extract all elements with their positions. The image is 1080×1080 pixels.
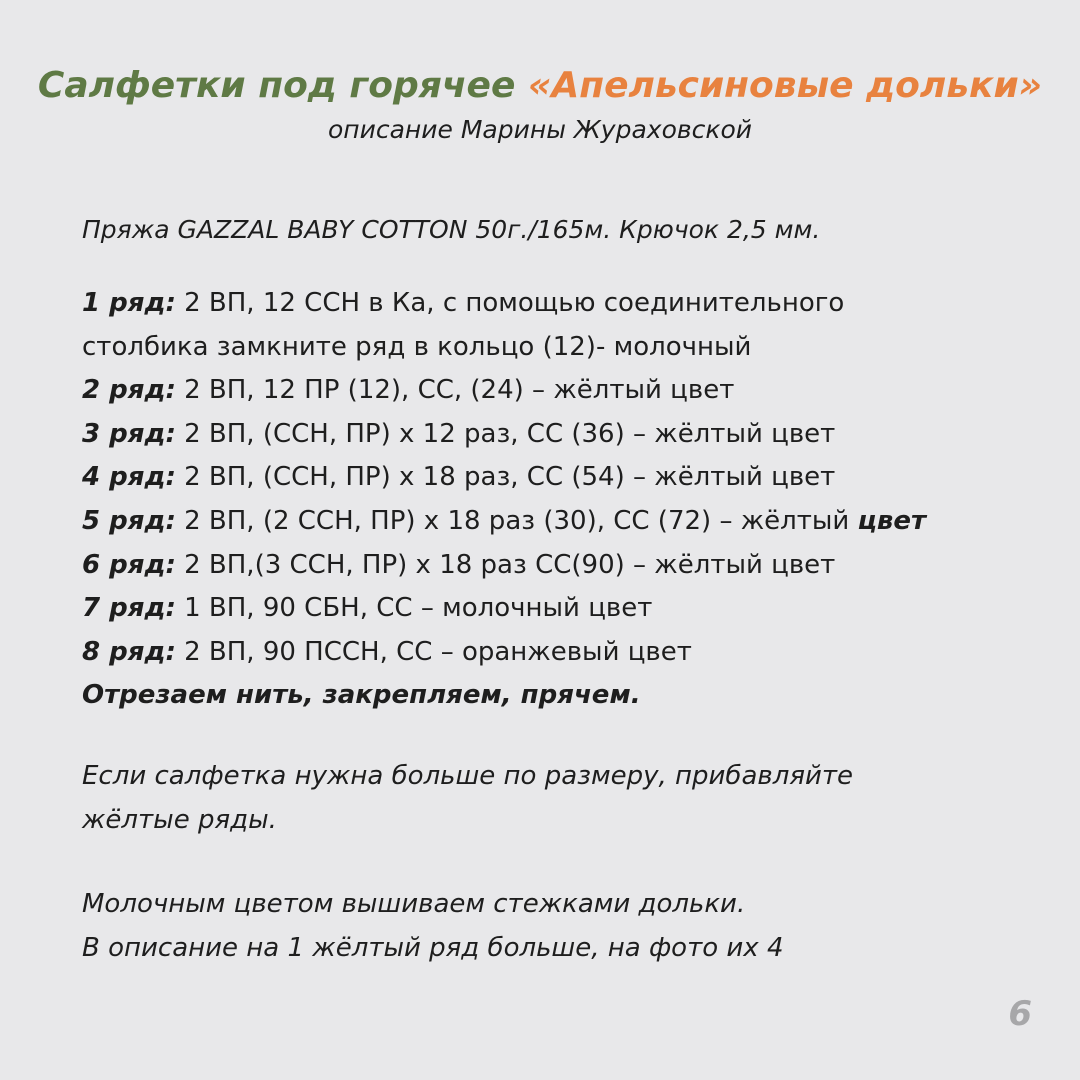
row-4 [82,456,1072,500]
row-text: 2 ВП, (ССН, ПР) х 18 раз, СС (54) – жёлтый цвет [175,462,836,493]
row-label: 1 ряд: [82,288,176,318]
row-label: 7 ряд: [82,593,176,624]
yarn-line: Пряжа GAZZAL BABY COTTON 50г./165м. Крючок 2,5 мм. [82,215,821,244]
row-text: 2 ВП, 12 ССН в Ка, с помощью соединительного [175,288,845,318]
title-part-orange: «Апельсиновые дольки» [527,65,1043,106]
row-6 [82,544,1072,588]
row-text-bold: цвет [857,505,927,536]
row-1 [82,282,1072,326]
size-note [82,754,1072,842]
row-label: 3 ряд: [82,418,176,449]
row-5 [82,500,1072,544]
final-instruction: Отрезаем нить, закрепляем, прячем. [82,680,641,711]
size-note-line: Если салфетка нужна больше по размеру, прибавляйте [82,760,854,791]
title-part-green: Салфетки под горячее [37,65,516,106]
row-text: 2 ВП, (ССН, ПР) х 12 раз, СС (36) – жёлтый цвет [175,418,836,449]
row-text: 2 ВП, 90 ПССН, СС – оранжевый цвет [175,636,692,667]
page-number: 6 [1008,994,1032,1034]
row-text: 1 ВП, 90 СБН, СС – молочный цвет [175,593,653,624]
embroidery-note [82,882,1072,970]
embroidery-note-line: Молочным цветом вышиваем стежками дольки. [82,888,746,919]
row-label: 8 ряд: [82,636,176,667]
row-1-continued [82,326,1072,370]
row-label: 2 ряд: [82,375,176,406]
row-7 [82,587,1072,631]
row-text: 2 ВП, 12 ПР (12), СС, (24) – жёлтый цвет [175,375,735,406]
row-8 [82,631,1072,675]
size-note-line: жёлтые ряды. [82,804,277,835]
row-text: 2 ВП,(3 ССН, ПР) х 18 раз СС(90) – жёлтый цвет [175,549,836,580]
page-subtitle: описание Марины Жураховской [327,115,753,144]
row-label: 5 ряд: [82,505,176,536]
page-title [0,62,1080,110]
embroidery-note-line: В описание на 1 жёлтый ряд больше, на фото их 4 [82,932,784,963]
row-label: 4 ряд: [82,462,176,493]
rows-list [82,282,1072,718]
row-2 [82,369,1072,413]
instructions-body [82,208,1072,970]
row-3 [82,413,1072,457]
row-text: 2 ВП, (2 ССН, ПР) х 18 раз (30), СС (72) – жёлтый [175,505,858,536]
row-text: столбика замкните ряд в кольцо (12)- молочный [82,331,752,362]
row-label: 6 ряд: [82,549,176,580]
